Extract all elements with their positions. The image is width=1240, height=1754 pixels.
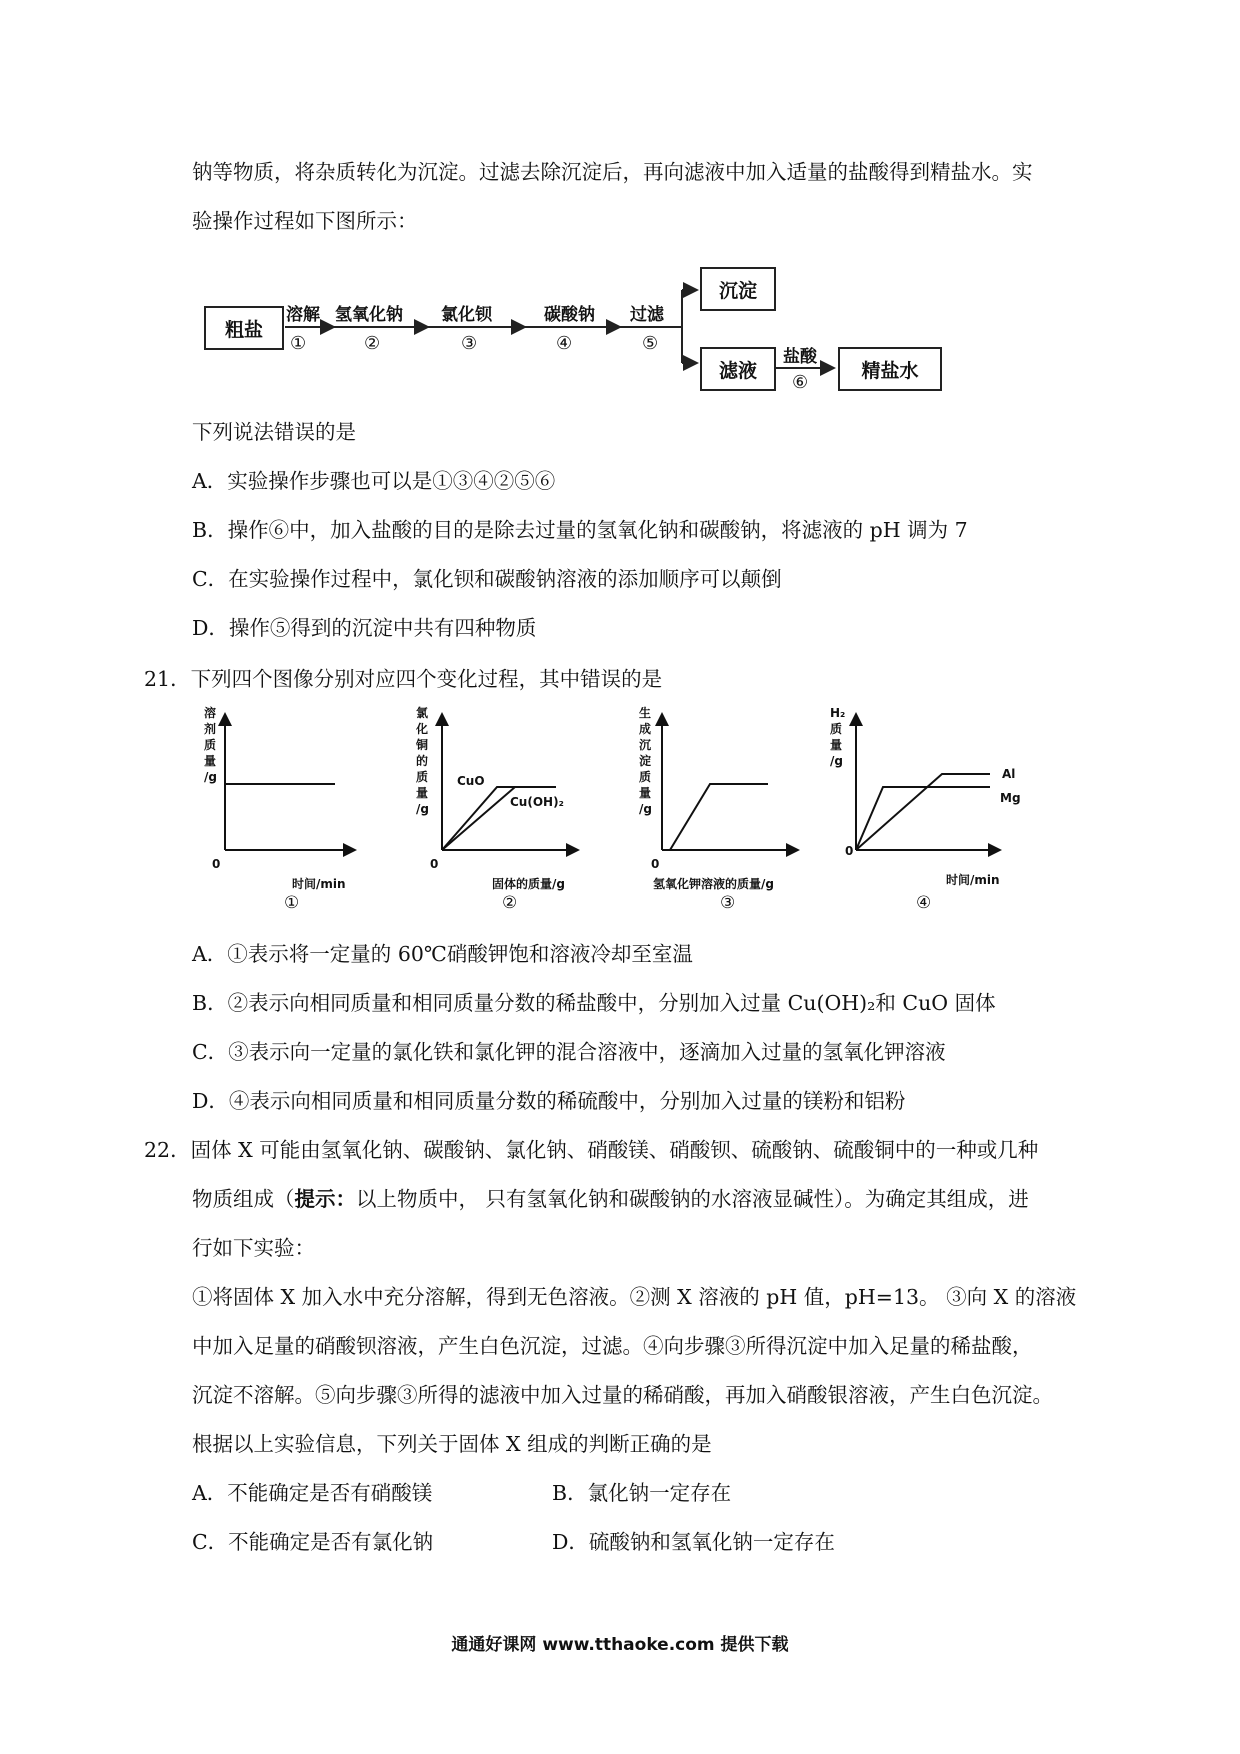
graph-2-ylabel-5: 量: [416, 786, 429, 800]
flow-step-1-num: ①: [290, 333, 307, 354]
page-footer: 通通好课网 www.tthaoke.com 提供下载: [451, 1635, 789, 1655]
flow-start-box: 粗盐: [204, 306, 284, 350]
q22-line-2: [192, 1185, 1029, 1213]
graph-3-ylabel-4: 质: [639, 770, 652, 784]
graph-4-series-al: Al: [1002, 767, 1016, 781]
graph-3-num: ③: [720, 893, 736, 913]
q22-option-b: B．氯化钠一定存在: [552, 1481, 732, 1505]
q22-line-4: ①将固体 X 加入水中充分溶解，得到无色溶液。②测 X 溶液的 pH 值，pH=13。 ③向 X 的溶液: [192, 1285, 1077, 1309]
q22-line-3: 行如下实验：: [192, 1236, 315, 1260]
flow-step-1-label: 溶解: [286, 305, 320, 325]
q22-hint-label: 提示：: [294, 1187, 356, 1211]
flow-step-3-label: 氯化钡: [441, 305, 492, 325]
q21-option-c: C．③表示向一定量的氯化铁和氯化钾的混合溶液中，逐滴加入过量的氢氧化钾溶液: [192, 1040, 946, 1064]
q21-option-d: D．④表示向相同质量和相同质量分数的稀硫酸中，分别加入过量的镁粉和铝粉: [192, 1089, 906, 1113]
graph-3-ylabel-6: /g: [639, 802, 652, 816]
graph-4-ylabel-2: 量: [830, 738, 843, 752]
q22-line-6: 沉淀不溶解。⑤向步骤③所得的滤液中加入过量的稀硝酸，再加入硝酸银溶液，产生白色沉淀。: [192, 1383, 1053, 1407]
graph-2-series-cuoh2: Cu(OH)₂: [510, 795, 564, 809]
flow-product-box: 精盐水: [838, 347, 942, 391]
flow-filtrate-box: 滤液: [700, 347, 776, 391]
flow-acid-num: ⑥: [792, 372, 809, 393]
graph-2-num: ②: [502, 893, 518, 913]
q21-stem: 21．下列四个图像分别对应四个变化过程，其中错误的是: [144, 667, 663, 691]
q22-option-c: C．不能确定是否有氯化钠: [192, 1530, 434, 1554]
q21-graphs: [0, 700, 1240, 920]
graph-4-line-mg: [856, 787, 990, 850]
graph-2-ylabel-1: 化: [416, 722, 429, 736]
graph-1-origin: 0: [212, 857, 221, 871]
q22-line-2-pre: 物质组成（: [192, 1187, 295, 1211]
graph-1-ylabel-4: /g: [204, 770, 217, 784]
graph-2-ylabel-6: /g: [416, 802, 429, 816]
flow-step-2-label: 氢氧化钠: [335, 305, 403, 325]
q22-option-a: A．不能确定是否有硝酸镁: [192, 1481, 433, 1505]
graph-4: [830, 706, 1021, 913]
graph-2-ylabel-3: 的: [416, 754, 429, 768]
graph-3-xlabel: 氢氧化钾溶液的质量/g: [653, 877, 774, 891]
graph-2-origin: 0: [430, 857, 439, 871]
q22-option-d: D．硫酸钠和氢氧化钠一定存在: [552, 1530, 835, 1554]
flow-step-2-num: ②: [364, 333, 381, 354]
q20-stem: 下列说法错误的是: [192, 420, 356, 444]
flow-step-4-num: ④: [556, 333, 573, 354]
graph-2-ylabel-0: 氯: [416, 706, 429, 720]
intro-line-2: 验操作过程如下图所示：: [192, 209, 418, 233]
graph-3-origin: 0: [651, 857, 660, 871]
graph-2-series-cuo: CuO: [457, 774, 485, 788]
graph-1-num: ①: [284, 893, 300, 913]
graph-3-ylabel-1: 成: [639, 722, 652, 736]
q21-option-a: A．①表示将一定量的 60℃硝酸钾饱和溶液冷却至室温: [192, 942, 693, 966]
q22-line-5: 中加入足量的硝酸钡溶液，产生白色沉淀，过滤。④向步骤③所得沉淀中加入足量的稀盐酸，: [192, 1334, 1033, 1358]
graph-1-ylabel-0: 溶: [204, 706, 217, 720]
graph-4-ylabel-0: H₂: [830, 706, 846, 720]
q20-option-c: C．在实验操作过程中，氯化钡和碳酸钠溶液的添加顺序可以颠倒: [192, 567, 782, 591]
flow-step-5-label: 过滤: [630, 305, 664, 325]
intro-line-1: 钠等物质，将杂质转化为沉淀。过滤去除沉淀后，再向滤液中加入适量的盐酸得到精盐水。实: [192, 160, 1033, 184]
graph-4-xlabel: 时间/min: [946, 873, 1000, 887]
graph-1: [204, 705, 355, 913]
graph-4-num: ④: [916, 893, 932, 913]
graph-3-line: [670, 784, 768, 850]
graph-3: [639, 705, 798, 913]
flow-arrows: [0, 0, 1240, 420]
graph-3-ylabel-2: 沉: [639, 738, 652, 752]
graph-4-ylabel-1: 质: [830, 722, 843, 736]
graph-4-line-al: [856, 774, 990, 850]
q22-line-7: 根据以上实验信息，下列关于固体 X 组成的判断正确的是: [192, 1432, 712, 1456]
graph-1-ylabel-1: 剂: [204, 722, 217, 736]
graph-4-origin: 0: [845, 844, 854, 858]
flow-acid-label: 盐酸: [783, 347, 817, 367]
graph-1-ylabel-2: 质: [204, 738, 217, 752]
graph-2: [415, 705, 578, 913]
graph-1-ylabel-3: 量: [204, 754, 217, 768]
flow-step-4-label: 碳酸钠: [544, 305, 595, 325]
graph-1-xlabel: 时间/min: [292, 877, 346, 891]
graph-2-ylabel-4: 质: [416, 770, 429, 784]
q22-line-2-post: 以上物质中， 只有氢氧化钠和碳酸钠的水溶液显碱性）。为确定其组成，进: [356, 1187, 1029, 1211]
flow-step-5-num: ⑤: [642, 333, 659, 354]
graph-4-ylabel-3: /g: [830, 754, 843, 768]
q21-option-b: B．②表示向相同质量和相同质量分数的稀盐酸中，分别加入过量 Cu(OH)₂和 CuO 固体: [192, 991, 996, 1015]
graph-3-ylabel-0: 生: [639, 706, 652, 720]
graph-2-ylabel-2: 铜: [416, 738, 429, 752]
q22-line-1: 22．固体 X 可能由氢氧化钠、碳酸钠、氯化钠、硝酸镁、硝酸钡、硫酸钠、硫酸铜中的一种或几种: [144, 1138, 1039, 1162]
q20-option-d: D．操作⑤得到的沉淀中共有四种物质: [192, 616, 537, 640]
graph-2-xlabel: 固体的质量/g: [492, 877, 565, 891]
q20-option-b: B．操作⑥中，加入盐酸的目的是除去过量的氢氧化钠和碳酸钠，将滤液的 pH 调为 7: [192, 518, 968, 542]
graph-3-ylabel-3: 淀: [639, 754, 652, 768]
flow-precipitate-box: 沉淀: [700, 267, 776, 311]
graph-4-series-mg: Mg: [1000, 791, 1021, 805]
graph-3-ylabel-5: 量: [639, 786, 652, 800]
q20-option-a: A．实验操作步骤也可以是①③④②⑤⑥: [192, 469, 556, 493]
flow-step-3-num: ③: [461, 333, 478, 354]
